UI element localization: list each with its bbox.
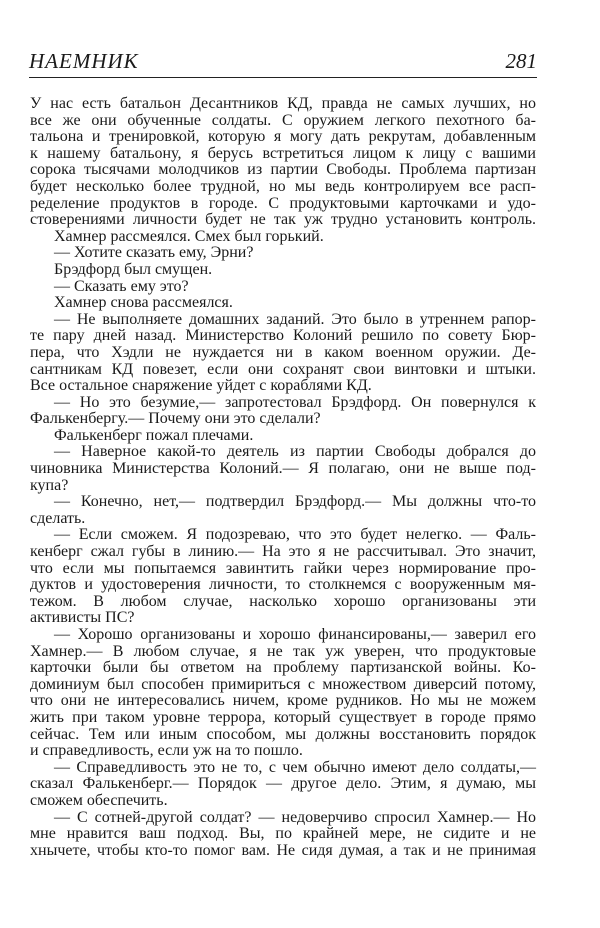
text-line: дуктов и удостоверения личности, то столкнемся с вооруженным мя- [30, 576, 536, 594]
text-line: тальона и тренировкой, которую я могу дать рекрутам, добавленным [30, 128, 536, 146]
text-line: Все остальное снаряжение уйдет с кораблями КД. [30, 377, 372, 395]
text-line: — С сотней-другой солдат? — недоверчиво спросил Хамнер.— Но [54, 808, 536, 826]
text-line: мне нравится ваш подход. Вы, по крайней мере, не сидите и не [30, 825, 536, 843]
text-line: — Если сможем. Я подозреваю, что это будет нелегко. — Фаль- [54, 526, 536, 544]
text-line: к нашему батальону, я берусь встретиться лицом к лицу с вашими [30, 144, 536, 162]
text-line: что они не интересовались ничем, кроме рудников. Но мы не можем [30, 692, 536, 710]
text-line: — Хорошо организованы и хорошо финансированы,— заверил его [54, 626, 536, 643]
text-line: хнычете, чтобы кто-то помог вам. Не сидя думая, а так и не принимая [30, 841, 536, 859]
text-line: — Сказать ему это? [54, 277, 189, 295]
text-line: сказал Фалькенберг.— Порядок — другое дело. Этим, я думаю, мы [30, 775, 536, 793]
text-line: жить при таком уровне террора, который существует в городе прямо [30, 708, 536, 726]
text-line: все же они обученные солдаты. С оружием легкого пехотного ба- [30, 111, 536, 129]
text-line: те пару дней назад. Министерство Колоний решило по совету Бюр- [30, 327, 536, 345]
text-line: ределение продуктов в городе. С продуктовыми карточками и удо- [30, 194, 536, 212]
text-line: пера, что Хэдли не нуждается ни в каком военном оружии. Де- [30, 343, 536, 361]
text-line: купа? [30, 476, 69, 494]
text-line: кенберг сжал губы в линию.— На это я не рассчитывал. Это значит, [30, 543, 536, 561]
text-line: сделать. [30, 509, 86, 527]
text-line: сорока тысячами молодчиков из партии Свободы. Проблема партизан [30, 161, 536, 179]
text-line: карточки были бы ответом на проблему партизанской войны. Ко- [30, 659, 536, 677]
text-line: чиновника Министерства Колоний.— Я полагаю, они не выше под- [30, 460, 536, 478]
text-line: Хамнер рассмеялся. Смех был горький. [54, 227, 324, 245]
text-line: тежом. В любом случае, насколько хорошо организованы эти [30, 592, 536, 610]
text-line: активисты ПС? [30, 609, 135, 627]
text-line: сейчас. Тем или иным способом, мы должны восстановить порядок [30, 725, 536, 743]
text-line: — Справедливость это не то, с чем обычно имеют дело солдаты,— [54, 758, 536, 776]
book-title: НАЕМНИК [29, 49, 139, 73]
text-line: — Не выполняете домашних заданий. Это было в утреннем рапор- [54, 310, 536, 328]
text-line: Брэдфорд был смущен. [54, 260, 213, 278]
text-line: стоверениями личности будет не так уж трудно установить контроль. [30, 211, 536, 229]
text-line: сантникам КД повезет, если они сохранят свои винтовки и штыки. [30, 360, 536, 378]
page-number: 281 [505, 49, 537, 73]
text-line: будет несколько более трудной, но мы ведь контролируем все расп- [30, 177, 536, 195]
text-line: и справедливость, если уж на то пошло. [30, 742, 303, 760]
text-line: У нас есть батальон Десантников КД, правда не самых лучших, но [30, 95, 536, 112]
text-line: Фалькенберг пожал плечами. [54, 426, 254, 444]
text-line: сможем обеспечить. [30, 791, 168, 809]
running-header [29, 50, 537, 78]
text-line: — Хотите сказать ему, Эрни? [54, 244, 254, 262]
text-line: что если мы попытаемся завинтить гайки через нормирование про- [30, 559, 536, 577]
page-body-text [30, 96, 536, 859]
text-line: Фалькенбергу.— Почему они это сделали? [30, 410, 321, 428]
text-line: — Конечно, нет,— подтвердил Брэдфорд.— Мы должны что-то [54, 493, 536, 511]
text-line: Хамнер снова рассмеялся. [54, 294, 233, 312]
text-line: доминиум был способен примириться с множеством диверсий потому, [30, 675, 536, 693]
text-line: Хамнер.— В любом случае, я не так уж уверен, что продуктовые [30, 642, 536, 660]
text-line: — Но это безумие,— запротестовал Брэдфорд. Он повернулся к [54, 393, 536, 411]
text-line: — Наверное какой-то деятель из партии Свободы добрался до [54, 443, 536, 461]
